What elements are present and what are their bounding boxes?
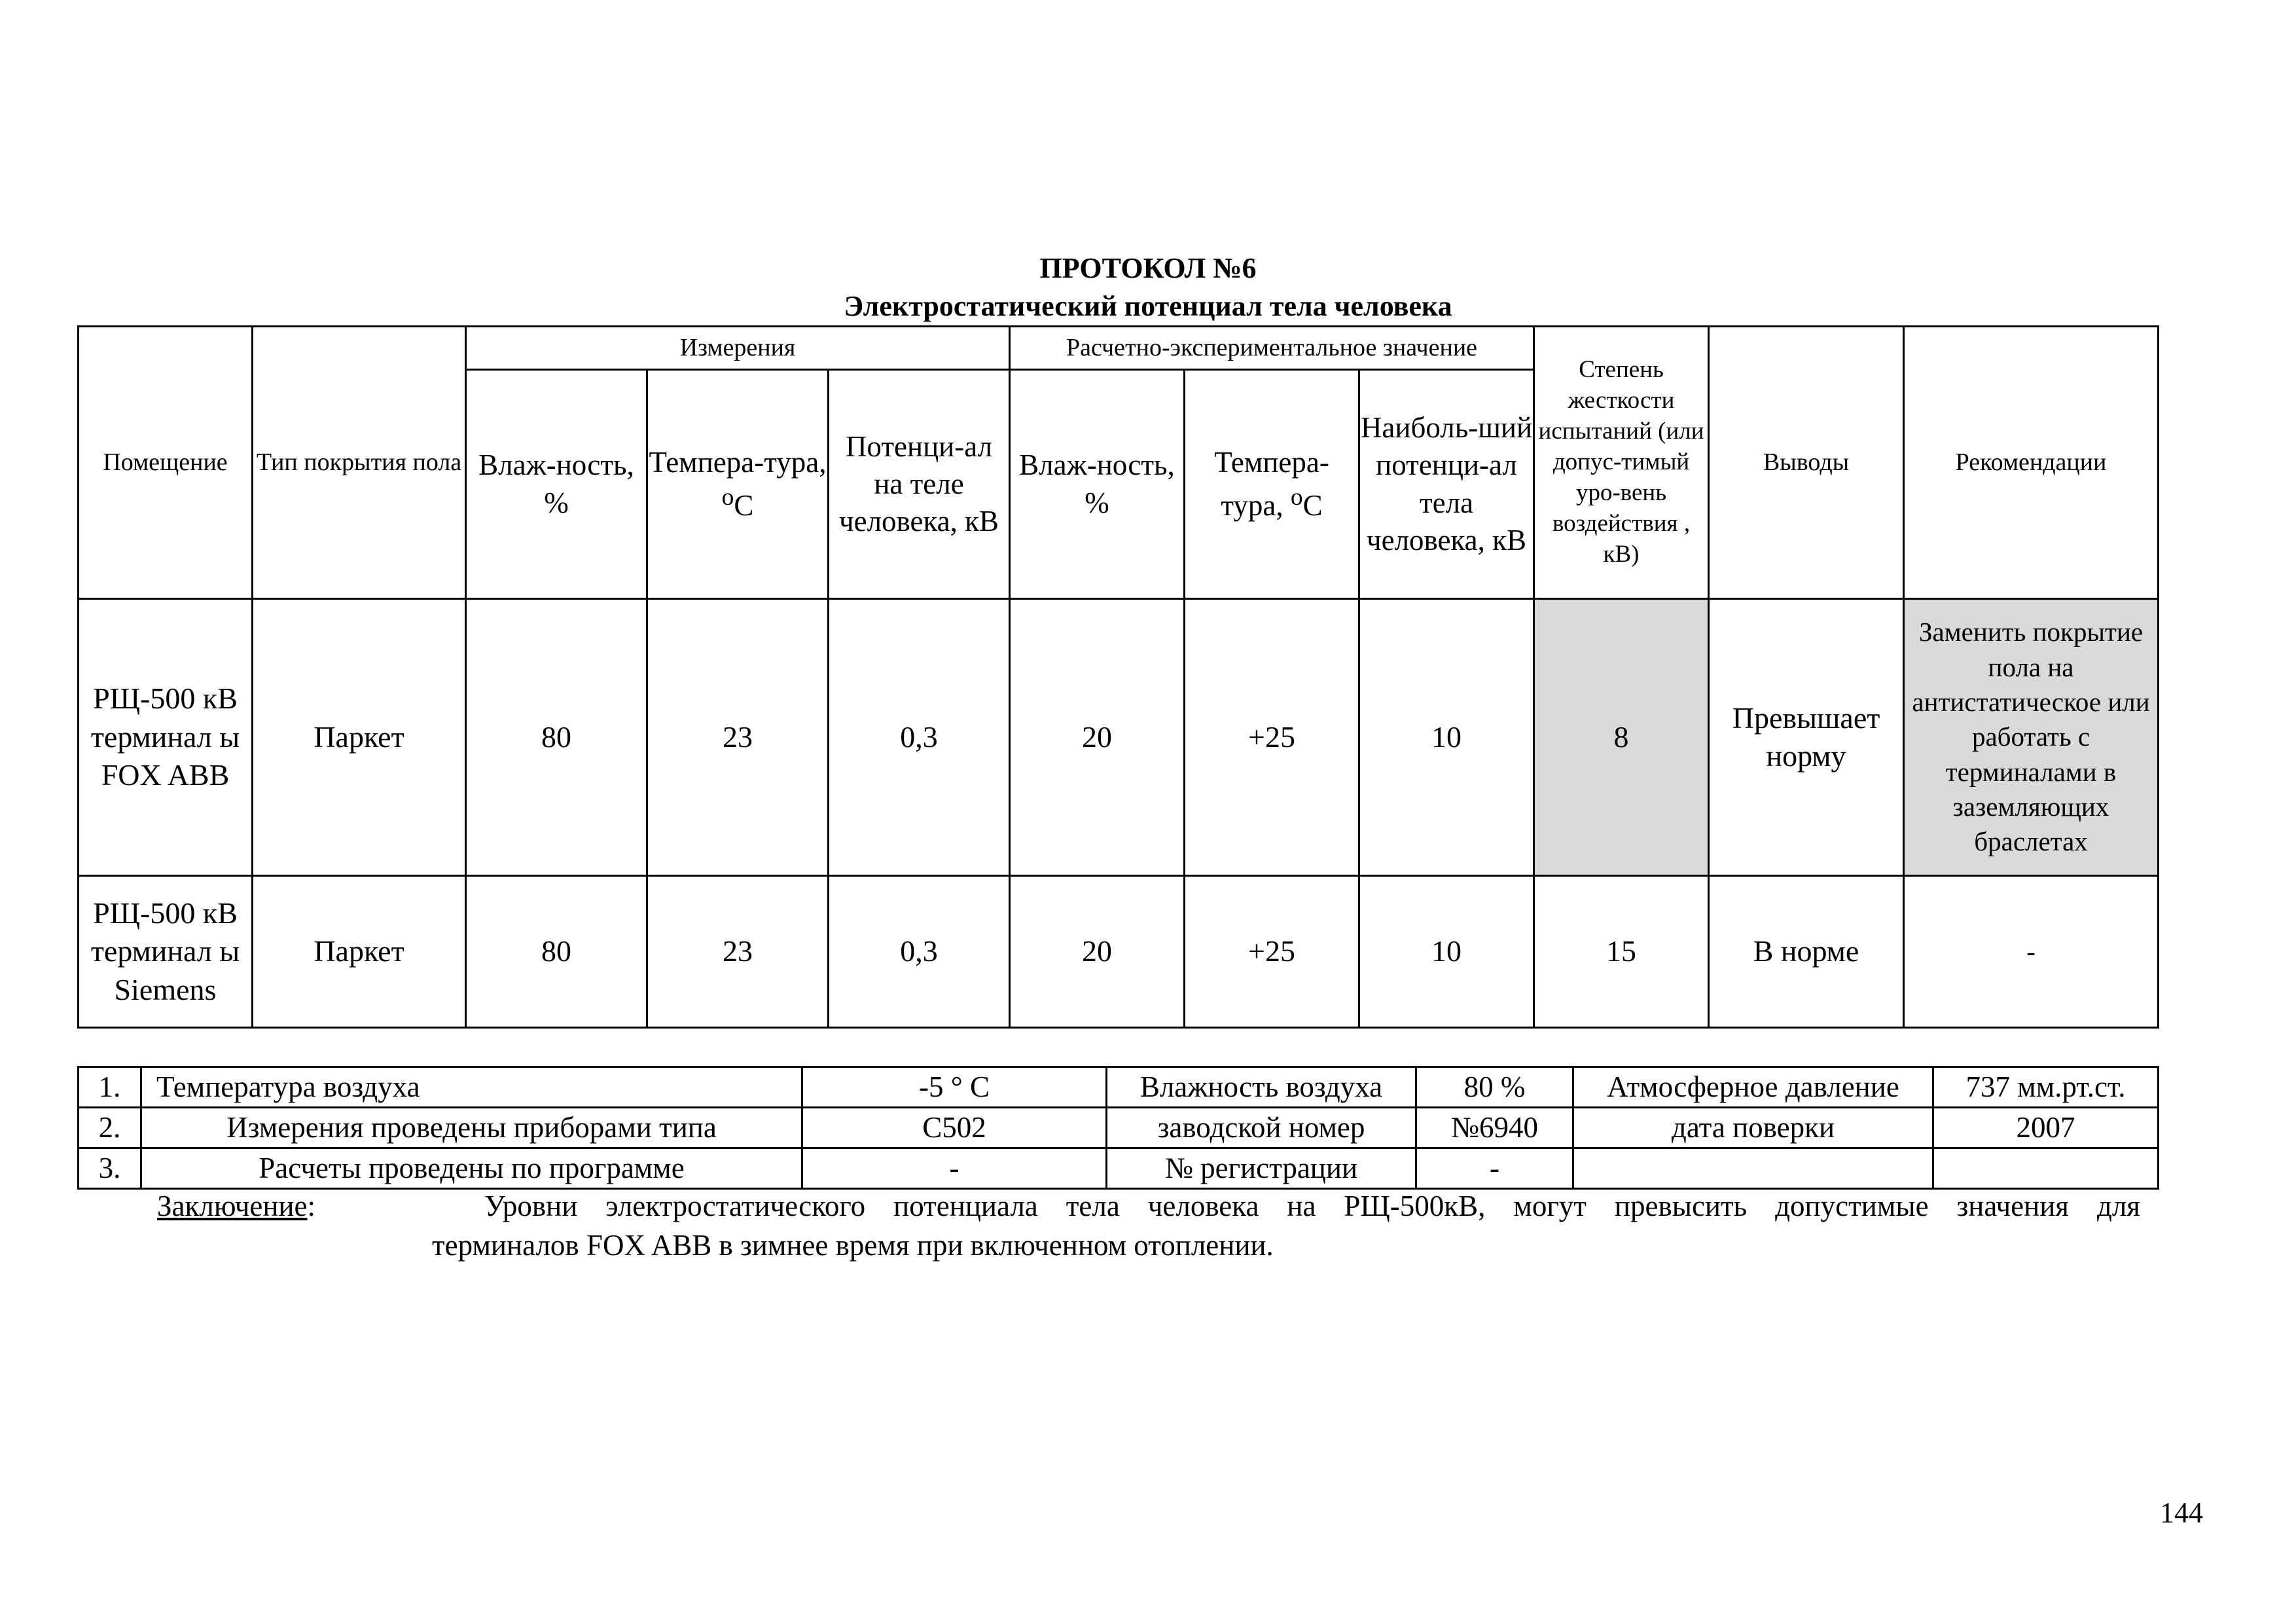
conclusion-text-line1: Уровни электростатического потенциала тела человека на РЩ-500кВ, могут превысить допустимые значения для — [484, 1190, 2140, 1222]
cond-num: 3. — [79, 1148, 141, 1189]
header-calc-temperature: Темпера-тура, $^o$C — [1185, 370, 1359, 599]
header-max-potential: Наиболь-ший потенци-ал тела человека, кВ — [1359, 370, 1534, 599]
cond-value: 80 % — [1416, 1067, 1573, 1108]
cell-floor: Паркет — [253, 599, 466, 876]
cell-temperature: 23 — [647, 876, 829, 1028]
cond-num: 1. — [79, 1067, 141, 1108]
cond-label: дата поверки — [1573, 1108, 1933, 1148]
cell-max-potential: 10 — [1359, 599, 1534, 876]
conclusion-label: Заключение — [157, 1190, 308, 1222]
cond-label: заводской номер — [1107, 1108, 1416, 1148]
header-temperature: Темпера-тура, $^o$C — [647, 370, 829, 599]
cond-value: С502 — [802, 1108, 1107, 1148]
cell-potential: 0,3 — [829, 876, 1010, 1028]
page-number: 144 — [2160, 1497, 2203, 1529]
conditions-table — [77, 1066, 2159, 1190]
cell-humidity: 80 — [466, 876, 647, 1028]
header-floor-type: Тип покрытия пола — [253, 327, 466, 599]
cond-value: №6940 — [1416, 1108, 1573, 1148]
cell-potential: 0,3 — [829, 599, 1010, 876]
cell-max-potential: 10 — [1359, 876, 1534, 1028]
header-room: Помещение — [79, 327, 253, 599]
header-severity: Степень жесткости испытаний (или допус-тимый уро-вень воздействия , кВ) — [1534, 327, 1709, 599]
cell-recommendation: Заменить покрытие пола на антистатическое или работать с терминалами в заземляющих браслетах — [1904, 599, 2159, 876]
cond-num: 2. — [79, 1108, 141, 1148]
cell-severity: 15 — [1534, 876, 1709, 1028]
cell-floor: Паркет — [253, 876, 466, 1028]
document-title: ПРОТОКОЛ №6 — [1039, 252, 1257, 284]
cell-calc-temperature: +25 — [1185, 599, 1359, 876]
cond-label — [1573, 1148, 1933, 1189]
cell-recommendation: - — [1904, 876, 2159, 1028]
header-humidity: Влаж-ность, % — [466, 370, 647, 599]
cell-humidity: 80 — [466, 599, 647, 876]
cond-value: - — [1416, 1148, 1573, 1189]
header-measurements: Измерения — [466, 327, 1010, 370]
table-row — [79, 876, 2159, 1028]
cond-label: Влажность воздуха — [1107, 1067, 1416, 1108]
cond-label: № регистрации — [1107, 1148, 1416, 1189]
conditions-row — [79, 1067, 2159, 1108]
cell-conclusion: В норме — [1709, 876, 1904, 1028]
cond-value: 2007 — [1933, 1108, 2159, 1148]
cell-temperature: 23 — [647, 599, 829, 876]
cond-value: - — [802, 1148, 1107, 1189]
table-row — [79, 599, 2159, 876]
measurement-table — [77, 325, 2159, 1029]
conditions-row — [79, 1148, 2159, 1189]
header-potential: Потенци-ал на теле человека, кВ — [829, 370, 1010, 599]
cond-value — [1933, 1148, 2159, 1189]
cell-room: РЩ-500 кВ терминал ы FOX ABB — [79, 599, 253, 876]
header-recommendations: Рекомендации — [1904, 327, 2159, 599]
header-calculated: Расчетно-экспериментальное значение — [1010, 327, 1534, 370]
cond-value: 737 мм.рт.ст. — [1933, 1067, 2159, 1108]
cond-value: -5 ° C — [802, 1067, 1107, 1108]
cell-calc-humidity: 20 — [1010, 599, 1185, 876]
cell-room: РЩ-500 кВ терминал ы Siemens — [79, 876, 253, 1028]
cell-severity: 8 — [1534, 599, 1709, 876]
cond-label: Расчеты проведены по программе — [141, 1148, 802, 1189]
header-calc-humidity: Влаж-ность, % — [1010, 370, 1185, 599]
document-subtitle: Электростатический потенциал тела человека — [844, 290, 1452, 322]
header-conclusions: Выводы — [1709, 327, 1904, 599]
conclusion-block — [157, 1186, 2140, 1265]
cell-conclusion: Превышает норму — [1709, 599, 1904, 876]
cell-calc-humidity: 20 — [1010, 876, 1185, 1028]
cond-label: Атмосферное давление — [1573, 1067, 1933, 1108]
cell-calc-temperature: +25 — [1185, 876, 1359, 1028]
cond-label: Измерения проведены приборами типа — [141, 1108, 802, 1148]
conditions-row — [79, 1108, 2159, 1148]
conclusion-text-line2: терминалов FOX ABB в зимнее время при включенном отоплении. — [432, 1229, 1274, 1262]
cond-label: Температура воздуха — [141, 1067, 802, 1108]
conclusion-colon: : — [307, 1190, 315, 1222]
